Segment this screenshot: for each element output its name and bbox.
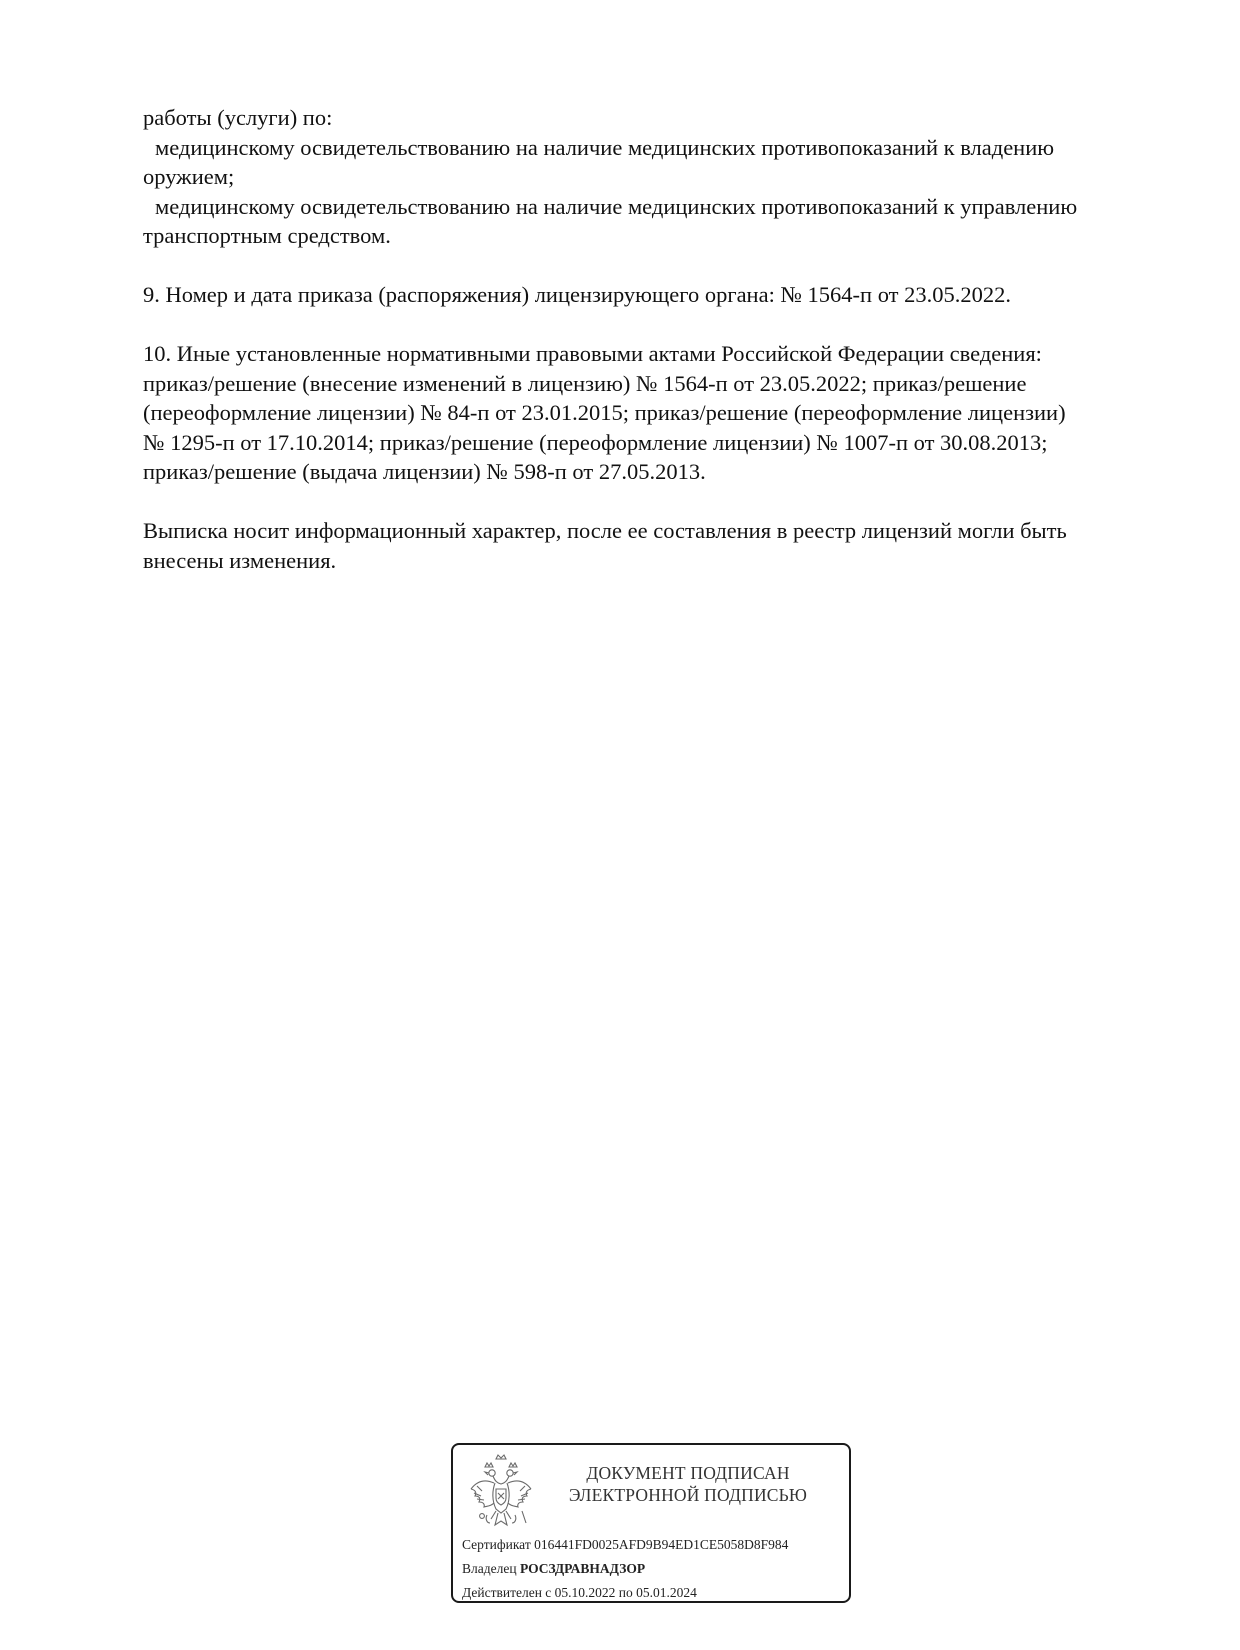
text-line-services-intro: работы (услуги) по: xyxy=(143,105,333,130)
stamp-owner xyxy=(462,1560,645,1578)
document-body xyxy=(143,103,1153,575)
stamp-validity: Действителен с 05.10.2022 по 05.01.2024 xyxy=(462,1585,697,1600)
text-line-service-weapons: медицинскому освидетельствованию на наличие медицинских противопоказаний к владению xyxy=(155,134,1055,160)
text-line-service-weapons-cont: оружием; xyxy=(143,164,235,189)
stamp-owner-value: РОСЗДРАВНАДЗОР xyxy=(519,1561,646,1576)
section-10-line-4: приказ/решение (выдача лицензии) № 598-п от 27.05.2013. xyxy=(143,459,706,484)
stamp-certificate-value: 016441FD0025AFD9B94ED1CE5058D8F984 xyxy=(534,1537,789,1552)
stamp-title-line-2: ЭЛЕКТРОННОЙ ПОДПИСЬЮ xyxy=(568,1485,808,1505)
text-line-service-vehicles-cont: транспортным средством. xyxy=(143,223,391,248)
disclaimer-line-1: Выписка носит информационный характер, после ее составления в реестр лицензий могли быть xyxy=(143,518,1067,543)
coat-of-arms-icon xyxy=(465,1453,537,1535)
section-10-line-2: (переоформление лицензии) № 84-п от 23.01.2015; приказ/решение (переоформление лицензии) xyxy=(143,400,1066,425)
section-10-line-1: приказ/решение (внесение изменений в лицензию) № 1564-п от 23.05.2022; приказ/решение xyxy=(143,370,1027,396)
stamp-certificate xyxy=(462,1536,788,1554)
section-10-heading: 10. Иные установленные нормативными правовыми актами Российской Федерации сведения: xyxy=(143,341,1042,366)
section-9-order-number: 9. Номер и дата приказа (распоряжения) лицензирующего органа: № 1564-п от 23.05.2022. xyxy=(143,282,1011,307)
stamp-certificate-label: Сертификат xyxy=(462,1537,531,1552)
stamp-title-line-1: ДОКУМЕНТ ПОДПИСАН xyxy=(586,1463,790,1483)
disclaimer-line-2: внесены изменения. xyxy=(143,547,337,573)
electronic-signature-stamp xyxy=(451,1443,851,1603)
stamp-owner-label: Владелец xyxy=(462,1561,517,1576)
section-10-line-3: № 1295-п от 17.10.2014; приказ/решение (переоформление лицензии) № 1007-п от 30.08.2013; xyxy=(143,429,1048,455)
text-line-service-vehicles: медицинскому освидетельствованию на наличие медицинских противопоказаний к управлению xyxy=(155,193,1078,219)
